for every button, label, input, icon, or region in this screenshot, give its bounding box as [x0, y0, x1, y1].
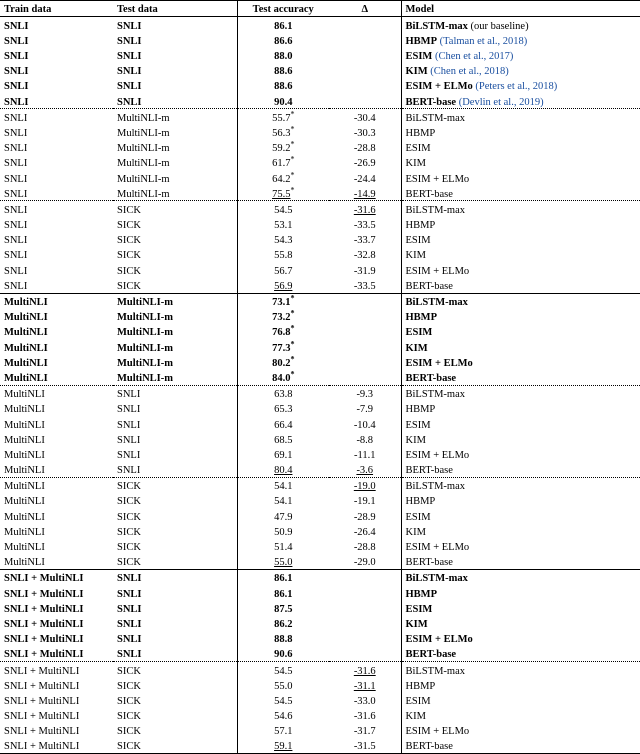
table-row — [0, 723, 640, 738]
table-row — [0, 385, 640, 401]
cell-test-data: SNLI — [117, 96, 142, 108]
cell-train-data: SNLI — [4, 20, 29, 32]
cell-train-data: SNLI — [4, 35, 29, 47]
cell-model: ESIM — [405, 511, 431, 523]
cell-test-data: SICK — [117, 265, 141, 277]
cell-model: HBMP — [405, 680, 436, 692]
cell-test-data: MultiNLI-m — [117, 327, 173, 339]
table-row — [0, 523, 640, 538]
table-row — [0, 17, 640, 33]
cell-test-accuracy: 55.8 — [237, 247, 329, 262]
cell-test-accuracy: 59.2* — [237, 140, 329, 155]
cell-train-data: SNLI + MultiNLI — [4, 588, 84, 600]
table-row — [0, 324, 640, 339]
cell-test-data: MultiNLI-m — [117, 372, 173, 384]
cell-delta: -31.1 — [329, 677, 401, 692]
cell-test-data: MultiNLI-m — [117, 188, 170, 200]
cell-test-accuracy: 86.1 — [237, 585, 329, 600]
cell-test-data: SICK — [117, 250, 141, 262]
cell-test-data: SNLI — [117, 81, 142, 93]
cell-train-data: SNLI + MultiNLI — [4, 726, 80, 738]
cell-test-accuracy: 73.1* — [237, 293, 329, 309]
table-row — [0, 585, 640, 600]
table-row — [0, 185, 640, 201]
cell-delta: -31.5 — [329, 738, 401, 754]
cell-model: BERT-base — [405, 465, 453, 477]
cell-model: BERT-base — [405, 741, 453, 753]
cell-model: HBMP — [405, 220, 436, 232]
cell-test-accuracy: 54.5 — [237, 692, 329, 707]
cell-delta — [329, 324, 401, 339]
cell-test-data: SICK — [113, 662, 237, 678]
cell-delta — [329, 93, 401, 109]
cell-model: BiLSTM-max — [401, 569, 640, 585]
cell-train-data: MultiNLI — [4, 557, 45, 569]
cell-train-data: SNLI + MultiNLI — [4, 741, 80, 753]
cell-test-accuracy: 56.7 — [237, 262, 329, 277]
cell-test-data: SICK — [117, 680, 141, 692]
cell-delta — [329, 48, 401, 63]
cell-delta: -33.5 — [329, 277, 401, 293]
cell-test-data: SICK — [117, 695, 141, 707]
cell-delta: -26.9 — [329, 155, 401, 170]
cell-delta — [329, 646, 401, 662]
cell-model: BERT-base — [405, 188, 453, 200]
cell-delta — [329, 370, 401, 386]
cell-test-data: SICK — [113, 201, 237, 217]
cell-test-accuracy: 88.8 — [237, 631, 329, 646]
table-row — [0, 232, 640, 247]
cell-delta: -30.3 — [329, 125, 401, 140]
cell-delta: -33.0 — [329, 692, 401, 707]
cell-delta: -10.4 — [329, 416, 401, 431]
cell-train-data: SNLI — [4, 280, 28, 292]
cell-test-accuracy: 87.5 — [237, 600, 329, 615]
cell-model: KIM — [405, 526, 426, 538]
cell-train-data: MultiNLI — [4, 449, 45, 461]
table-row — [0, 508, 640, 523]
column-header-test-data: Test data — [117, 4, 158, 16]
column-header-test-accuracy: Test accuracy — [237, 1, 329, 17]
cell-delta: -9.3 — [329, 385, 401, 401]
cell-delta: -3.6 — [329, 462, 401, 478]
cell-model: KIM — [405, 342, 428, 354]
cell-test-data: SICK — [117, 220, 141, 232]
cell-test-data: SNLI — [117, 66, 142, 78]
cell-train-data: SNLI + MultiNLI — [0, 569, 113, 585]
cell-train-data: SNLI + MultiNLI — [0, 662, 113, 678]
cell-delta: -26.4 — [329, 523, 401, 538]
cell-test-accuracy: 88.6 — [237, 63, 329, 78]
cell-test-data: SNLI — [117, 419, 141, 431]
table-row — [0, 217, 640, 232]
cell-test-data: SICK — [117, 526, 141, 538]
cell-delta: -11.1 — [329, 446, 401, 461]
cell-model: ESIM + ELMo — [405, 357, 473, 369]
cell-test-accuracy: 86.1 — [237, 569, 329, 585]
cell-delta: -31.6 — [329, 708, 401, 723]
cell-test-data: SNLI — [117, 35, 142, 47]
cell-test-accuracy: 86.1 — [237, 17, 329, 33]
table-row — [0, 708, 640, 723]
column-header-model: Model — [405, 4, 435, 16]
cell-test-data: SICK — [117, 235, 141, 247]
cell-train-data: SNLI — [0, 201, 113, 217]
cell-test-accuracy: 75.5* — [237, 185, 329, 201]
table-row — [0, 631, 640, 646]
cell-train-data: SNLI — [4, 220, 28, 232]
table-row — [0, 662, 640, 678]
table-row — [0, 738, 640, 754]
cell-model: KIM — [405, 434, 426, 446]
cell-train-data: SNLI + MultiNLI — [4, 680, 80, 692]
cell-model: HBMP — [405, 127, 436, 139]
cell-model: BERT-base — [405, 372, 457, 384]
cell-train-data: MultiNLI — [4, 434, 45, 446]
cell-test-accuracy: 69.1 — [237, 446, 329, 461]
cell-test-accuracy: 56.3* — [237, 125, 329, 140]
cell-test-accuracy: 65.3 — [237, 401, 329, 416]
table-header — [0, 1, 640, 17]
cell-model: ESIM — [405, 143, 431, 155]
table-row — [0, 293, 640, 309]
cell-test-data: MultiNLI-m — [117, 173, 170, 185]
cell-model: HBMP — [405, 312, 437, 324]
table-row — [0, 493, 640, 508]
cell-test-data: SNLI — [117, 51, 142, 63]
table-row — [0, 78, 640, 93]
cell-delta: -29.0 — [329, 554, 401, 570]
cell-delta — [329, 600, 401, 615]
table-row — [0, 201, 640, 217]
cell-model: BiLSTM-max (our baseline) — [405, 20, 529, 32]
cell-test-data: SICK — [117, 557, 141, 569]
cell-test-data: SICK — [117, 741, 141, 753]
cell-test-data: SNLI — [113, 385, 237, 401]
cell-test-accuracy: 55.7* — [237, 109, 329, 125]
cell-test-data: SNLI — [117, 20, 142, 32]
table-row — [0, 140, 640, 155]
cell-train-data: MultiNLI — [4, 465, 45, 477]
cell-train-data: SNLI — [4, 188, 28, 200]
table-row — [0, 401, 640, 416]
cell-model: HBMP (Talman et al., 2018) — [405, 35, 528, 47]
table-row — [0, 446, 640, 461]
table-row — [0, 539, 640, 554]
cell-model: ESIM — [405, 603, 433, 615]
cell-delta: -8.8 — [329, 431, 401, 446]
cell-model: HBMP — [405, 588, 437, 600]
cell-train-data: SNLI — [4, 250, 28, 262]
cell-train-data: SNLI + MultiNLI — [4, 634, 84, 646]
cell-model: BiLSTM-max — [401, 477, 640, 493]
cell-test-accuracy: 53.1 — [237, 217, 329, 232]
cell-train-data: MultiNLI — [4, 342, 48, 354]
cell-test-accuracy: 80.2* — [237, 354, 329, 369]
cell-test-accuracy: 86.6 — [237, 32, 329, 47]
table-row — [0, 339, 640, 354]
cell-delta: -31.6 — [329, 662, 401, 678]
cell-test-data: MultiNLI-m — [117, 342, 173, 354]
table-row — [0, 569, 640, 585]
table-row — [0, 262, 640, 277]
table-body — [0, 17, 640, 754]
cell-delta — [329, 339, 401, 354]
cell-test-data: SNLI — [117, 449, 141, 461]
cell-train-data: SNLI — [4, 96, 29, 108]
cell-train-data: MultiNLI — [0, 385, 113, 401]
cell-test-accuracy: 90.6 — [237, 646, 329, 662]
cell-model: KIM — [405, 250, 426, 262]
cell-delta: -32.8 — [329, 247, 401, 262]
cell-test-accuracy: 86.2 — [237, 616, 329, 631]
cell-test-data: SICK — [117, 542, 141, 554]
column-header-train-data: Train data — [4, 4, 52, 16]
table-row — [0, 155, 640, 170]
cell-delta — [329, 631, 401, 646]
table-row — [0, 462, 640, 478]
cell-model: ESIM + ELMo — [405, 726, 470, 738]
cell-model: ESIM — [405, 419, 431, 431]
table-row — [0, 600, 640, 615]
cell-test-data: SICK — [117, 511, 141, 523]
cell-test-accuracy: 63.8 — [237, 385, 329, 401]
cell-model: BERT-base — [405, 280, 453, 292]
cell-test-accuracy: 54.1 — [237, 477, 329, 493]
cell-train-data: SNLI — [0, 109, 113, 125]
cell-delta: -31.7 — [329, 723, 401, 738]
table-row — [0, 354, 640, 369]
table-row — [0, 63, 640, 78]
table-row — [0, 677, 640, 692]
cell-train-data: MultiNLI — [0, 293, 113, 309]
cell-test-accuracy: 84.0* — [237, 370, 329, 386]
cell-train-data: MultiNLI — [4, 357, 48, 369]
cell-test-accuracy: 64.2* — [237, 170, 329, 185]
cell-test-accuracy: 90.4 — [237, 93, 329, 109]
table-row — [0, 477, 640, 493]
cell-test-accuracy: 80.4 — [237, 462, 329, 478]
cell-train-data: SNLI — [4, 127, 28, 139]
table-row — [0, 309, 640, 324]
cell-test-accuracy: 76.8* — [237, 324, 329, 339]
cell-delta: -24.4 — [329, 170, 401, 185]
cell-test-accuracy: 54.1 — [237, 493, 329, 508]
cell-model: BiLSTM-max — [401, 293, 640, 309]
cell-test-accuracy: 88.6 — [237, 78, 329, 93]
cell-delta — [329, 616, 401, 631]
table-row — [0, 32, 640, 47]
table-row — [0, 416, 640, 431]
cell-delta — [329, 63, 401, 78]
cell-delta — [329, 78, 401, 93]
cell-model: ESIM — [405, 695, 431, 707]
cell-train-data: SNLI + MultiNLI — [4, 618, 84, 630]
cell-test-accuracy: 47.9 — [237, 508, 329, 523]
cell-test-data: SNLI — [117, 434, 141, 446]
cell-delta: -14.9 — [329, 185, 401, 201]
cell-delta: -19.0 — [329, 477, 401, 493]
cell-test-data: SNLI — [117, 588, 142, 600]
cell-delta — [329, 293, 401, 309]
cell-test-data: SICK — [117, 711, 141, 723]
cell-model: BERT-base — [405, 649, 457, 661]
cell-delta: -30.4 — [329, 109, 401, 125]
cell-train-data: SNLI — [4, 158, 28, 170]
table-row — [0, 646, 640, 662]
table-row — [0, 616, 640, 631]
cell-train-data: SNLI + MultiNLI — [4, 711, 80, 723]
cell-model: ESIM — [405, 235, 431, 247]
cell-test-data: MultiNLI-m — [117, 357, 173, 369]
cell-train-data: SNLI + MultiNLI — [4, 695, 80, 707]
cell-test-data: SICK — [113, 477, 237, 493]
table-row — [0, 109, 640, 125]
cell-train-data: SNLI — [4, 81, 29, 93]
table-row — [0, 170, 640, 185]
cell-model: BiLSTM-max — [401, 201, 640, 217]
cell-model: KIM — [405, 158, 426, 170]
cell-delta: -28.8 — [329, 140, 401, 155]
cell-test-accuracy: 73.2* — [237, 309, 329, 324]
cell-delta — [329, 569, 401, 585]
cell-test-data: MultiNLI-m — [117, 127, 170, 139]
cell-test-accuracy: 54.6 — [237, 708, 329, 723]
cell-test-data: SNLI — [117, 618, 142, 630]
table-row — [0, 48, 640, 63]
cell-delta — [329, 32, 401, 47]
cell-delta: -33.5 — [329, 217, 401, 232]
cell-test-data: SNLI — [117, 404, 141, 416]
cell-delta: -7.9 — [329, 401, 401, 416]
cell-test-data: MultiNLI-m — [117, 312, 173, 324]
cell-model: ESIM + ELMo — [405, 634, 473, 646]
cell-test-data: SNLI — [117, 649, 142, 661]
cell-model: BiLSTM-max — [401, 662, 640, 678]
table-row — [0, 125, 640, 140]
cell-train-data: MultiNLI — [4, 372, 48, 384]
cell-test-accuracy: 68.5 — [237, 431, 329, 446]
cell-model: HBMP — [405, 404, 436, 416]
cell-test-accuracy: 66.4 — [237, 416, 329, 431]
cell-test-data: SICK — [117, 280, 141, 292]
cell-test-data: SNLI — [117, 603, 142, 615]
cell-test-data: MultiNLI-m — [117, 143, 170, 155]
table-row — [0, 277, 640, 293]
cell-train-data: MultiNLI — [4, 404, 45, 416]
cell-test-accuracy: 59.1 — [237, 738, 329, 754]
cell-model: BERT-base — [405, 557, 453, 569]
cell-test-data: MultiNLI-m — [117, 158, 170, 170]
cell-delta: -19.1 — [329, 493, 401, 508]
cell-train-data: SNLI — [4, 51, 29, 63]
cell-model: KIM — [405, 618, 428, 630]
table-row — [0, 93, 640, 109]
cell-test-data: SNLI — [113, 569, 237, 585]
cell-model: ESIM + ELMo — [405, 542, 470, 554]
cell-test-accuracy: 54.5 — [237, 201, 329, 217]
cell-train-data: SNLI — [4, 173, 28, 185]
cell-test-accuracy: 57.1 — [237, 723, 329, 738]
cell-test-accuracy: 55.0 — [237, 677, 329, 692]
cell-test-data: SICK — [117, 726, 141, 738]
table-header-row — [0, 1, 640, 17]
column-header-delta: Δ — [329, 1, 401, 17]
cell-test-accuracy: 51.4 — [237, 539, 329, 554]
cell-test-data: SNLI — [117, 465, 141, 477]
cell-train-data: MultiNLI — [4, 419, 45, 431]
cell-delta: -31.9 — [329, 262, 401, 277]
cell-test-data: MultiNLI-m — [113, 293, 237, 309]
cell-model: KIM — [405, 711, 426, 723]
table-row — [0, 431, 640, 446]
cell-test-data: SNLI — [117, 634, 142, 646]
cell-train-data: MultiNLI — [4, 496, 45, 508]
cell-model: ESIM (Chen et al., 2017) — [405, 51, 514, 63]
cell-test-accuracy: 61.7* — [237, 155, 329, 170]
cell-test-accuracy: 54.3 — [237, 232, 329, 247]
cell-model: ESIM — [405, 327, 433, 339]
cell-train-data: SNLI — [4, 235, 28, 247]
cell-delta: -31.6 — [329, 201, 401, 217]
cell-delta — [329, 309, 401, 324]
cell-train-data: MultiNLI — [4, 511, 45, 523]
cell-test-data: SICK — [117, 496, 141, 508]
cell-delta: -33.7 — [329, 232, 401, 247]
cell-test-accuracy: 54.5 — [237, 662, 329, 678]
cell-model: ESIM + ELMo — [405, 449, 470, 461]
cell-delta — [329, 354, 401, 369]
cell-train-data: SNLI + MultiNLI — [4, 603, 84, 615]
cell-train-data: MultiNLI — [4, 542, 45, 554]
cell-test-accuracy: 56.9 — [237, 277, 329, 293]
cell-delta — [329, 585, 401, 600]
cell-train-data: SNLI — [4, 66, 29, 78]
cell-model: BERT-base (Devlin et al., 2019) — [405, 96, 544, 108]
cell-test-accuracy: 55.0 — [237, 554, 329, 570]
table-row — [0, 554, 640, 570]
cell-model: ESIM + ELMo (Peters et al., 2018) — [405, 81, 558, 93]
cell-model: KIM (Chen et al., 2018) — [405, 66, 509, 78]
cell-model: BiLSTM-max — [401, 109, 640, 125]
cell-train-data: MultiNLI — [4, 327, 48, 339]
cell-train-data: MultiNLI — [4, 526, 45, 538]
cell-train-data: MultiNLI — [4, 312, 48, 324]
cell-train-data: MultiNLI — [0, 477, 113, 493]
cell-delta: -28.8 — [329, 539, 401, 554]
cell-model: BiLSTM-max — [401, 385, 640, 401]
cell-train-data: SNLI + MultiNLI — [4, 649, 84, 661]
cell-model: HBMP — [405, 496, 436, 508]
cell-test-accuracy: 50.9 — [237, 523, 329, 538]
cell-train-data: SNLI — [4, 143, 28, 155]
cell-test-data: MultiNLI-m — [113, 109, 237, 125]
cell-test-accuracy: 88.0 — [237, 48, 329, 63]
table-row — [0, 692, 640, 707]
table-row — [0, 370, 640, 386]
cell-train-data: SNLI — [4, 265, 28, 277]
cell-model: ESIM + ELMo — [405, 173, 470, 185]
table-row — [0, 247, 640, 262]
cell-delta: -28.9 — [329, 508, 401, 523]
cell-test-accuracy: 77.3* — [237, 339, 329, 354]
cell-model: ESIM + ELMo — [405, 265, 470, 277]
cell-delta — [329, 17, 401, 33]
